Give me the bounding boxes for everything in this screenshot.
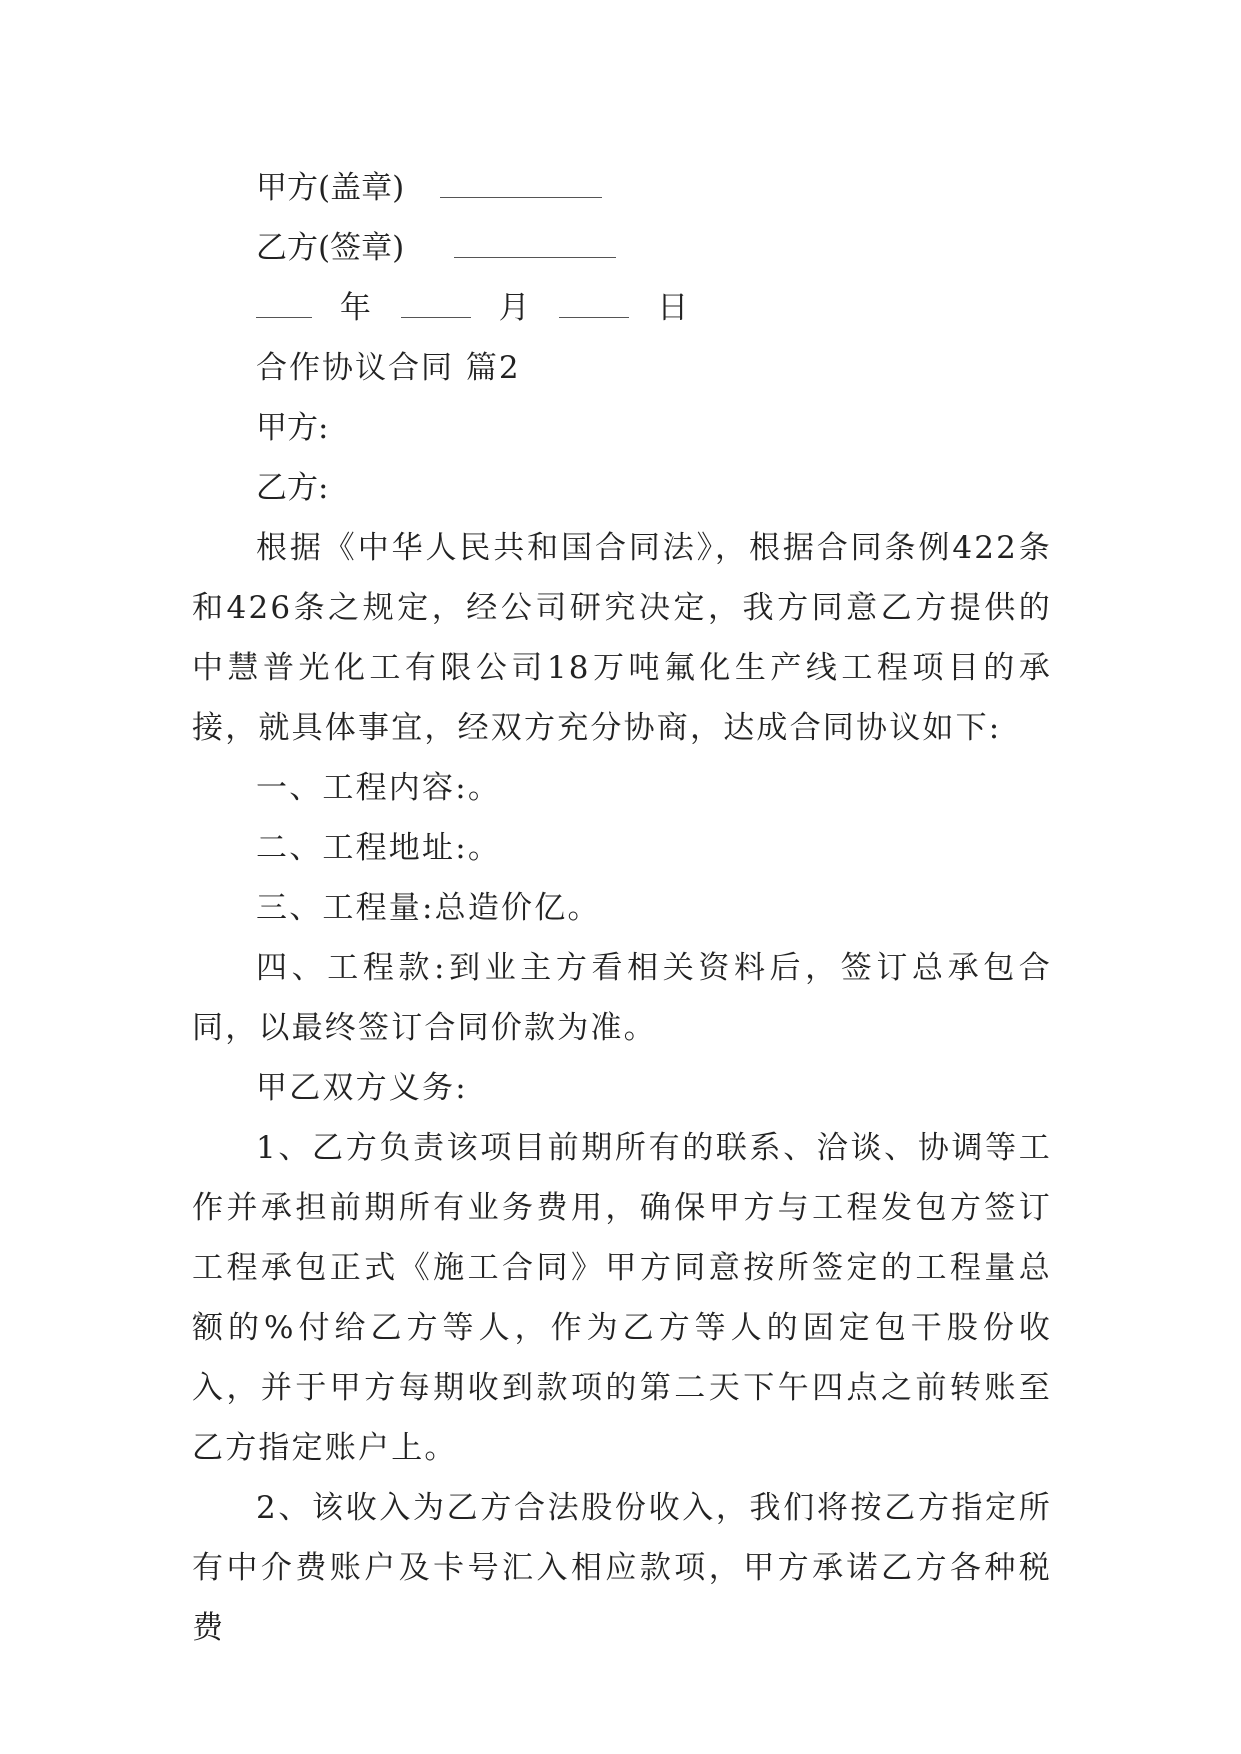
clause-work-payment: 四、工程款:到业主方看相关资料后，签订总承包合同，以最终签订合同价款为准。 — [192, 950, 1052, 1046]
date-line — [192, 278, 1052, 338]
party-a-seal-blank — [440, 171, 602, 198]
year-blank — [256, 291, 312, 318]
party-a-line: 甲方: — [256, 410, 329, 446]
day-blank — [559, 291, 629, 318]
party-b-sign-label: 乙方(签章) — [256, 230, 405, 266]
document-body — [192, 158, 1052, 1658]
year-label: 年 — [339, 290, 371, 326]
month-label: 月 — [498, 290, 530, 326]
party-b-line: 乙方: — [256, 470, 329, 506]
duties-title: 甲乙双方义务: — [256, 1070, 468, 1106]
clause-work-content: 一、工程内容:。 — [256, 770, 502, 806]
section-heading: 合作协议合同 篇2 — [256, 350, 521, 386]
month-blank — [401, 291, 471, 318]
clause-work-quantity: 三、工程量:总造价亿。 — [256, 890, 601, 926]
party-a-signature-line — [192, 158, 1052, 218]
clause-work-address: 二、工程地址:。 — [256, 830, 502, 866]
party-a-seal-label: 甲方(盖章) — [256, 170, 405, 206]
duty-1-paragraph: 1、乙方负责该项目前期所有的联系、洽谈、协调等工作并承担前期所有业务费用，确保甲方与工程发包方签订工程承包正式《施工合同》甲方同意按所签定的工程量总额的%付给乙方等人，作为乙方等人的固定包干股份收入，并于甲方每期收到款项的第二天下午四点之前转账至乙方指定账户上。 — [192, 1130, 1052, 1466]
intro-paragraph: 根据《中华人民共和国合同法》，根据合同条例422条和426条之规定，经公司研究决定，我方同意乙方提供的中慧普光化工有限公司18万吨氟化生产线工程项目的承接，就具体事宜，经双方充分协商，达成合同协议如下: — [192, 530, 1052, 746]
day-label: 日 — [657, 290, 689, 326]
party-b-sign-blank — [454, 231, 616, 258]
party-b-signature-line — [192, 218, 1052, 278]
duty-2-paragraph: 2、该收入为乙方合法股份收入，我们将按乙方指定所有中介费账户及卡号汇入相应款项，甲方承诺乙方各种税费 — [192, 1490, 1052, 1646]
